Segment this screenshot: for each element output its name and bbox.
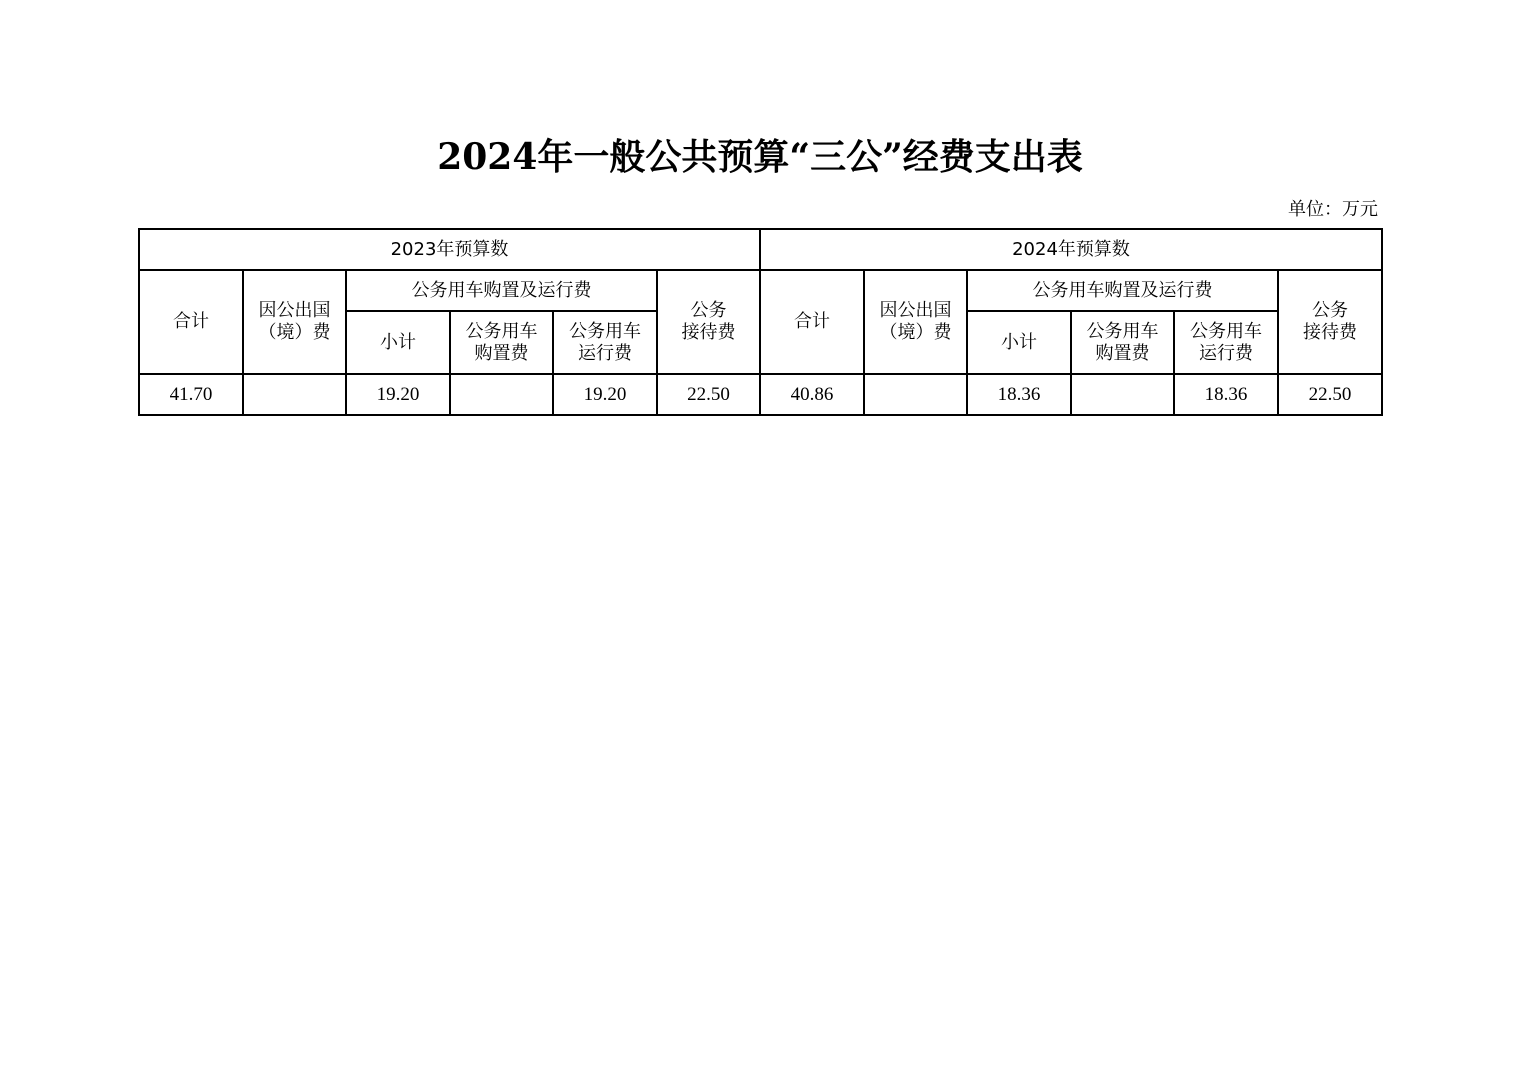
reception-expense-header: 公务 接待费 bbox=[1278, 270, 1382, 374]
abroad-expense-header: 因公出国 （境）费 bbox=[864, 270, 967, 374]
cell-2023-purchase bbox=[450, 374, 553, 415]
vehicle-operation-header: 公务用车 运行费 bbox=[553, 311, 657, 374]
cell-2023-subtotal: 19.20 bbox=[346, 374, 450, 415]
vehicle-expense-header: 公务用车购置及运行费 bbox=[346, 270, 657, 311]
reception-expense-header: 公务 接待费 bbox=[657, 270, 760, 374]
cell-2024-abroad bbox=[864, 374, 967, 415]
vehicle-expense-header: 公务用车购置及运行费 bbox=[967, 270, 1278, 311]
vehicle-purchase-header: 公务用车 购置费 bbox=[1071, 311, 1174, 374]
year-header-2023: 2023年预算数 bbox=[139, 229, 760, 270]
cell-2024-purchase bbox=[1071, 374, 1174, 415]
cell-2023-total: 41.70 bbox=[139, 374, 243, 415]
cell-2024-reception: 22.50 bbox=[1278, 374, 1382, 415]
cell-2024-operation: 18.36 bbox=[1174, 374, 1278, 415]
table-row bbox=[139, 374, 1382, 415]
vehicle-operation-header: 公务用车 运行费 bbox=[1174, 311, 1278, 374]
total-header: 合计 bbox=[760, 270, 864, 374]
subtotal-header: 小计 bbox=[346, 311, 450, 374]
vehicle-purchase-header: 公务用车 购置费 bbox=[450, 311, 553, 374]
three-public-expenses-table bbox=[138, 228, 1383, 416]
unit-label: 单位：万元 bbox=[1288, 199, 1378, 220]
cell-2023-reception: 22.50 bbox=[657, 374, 760, 415]
year-header-row bbox=[139, 229, 1382, 270]
year-header-2024: 2024年预算数 bbox=[760, 229, 1382, 270]
cell-2024-subtotal: 18.36 bbox=[967, 374, 1071, 415]
subtotal-header: 小计 bbox=[967, 311, 1071, 374]
abroad-expense-header: 因公出国 （境）费 bbox=[243, 270, 346, 374]
cell-2023-operation: 19.20 bbox=[553, 374, 657, 415]
total-header: 合计 bbox=[139, 270, 243, 374]
column-header-row-1 bbox=[139, 270, 1382, 311]
cell-2024-total: 40.86 bbox=[760, 374, 864, 415]
page-title: 2024年一般公共预算“三公”经费支出表 bbox=[437, 136, 1083, 178]
cell-2023-abroad bbox=[243, 374, 346, 415]
